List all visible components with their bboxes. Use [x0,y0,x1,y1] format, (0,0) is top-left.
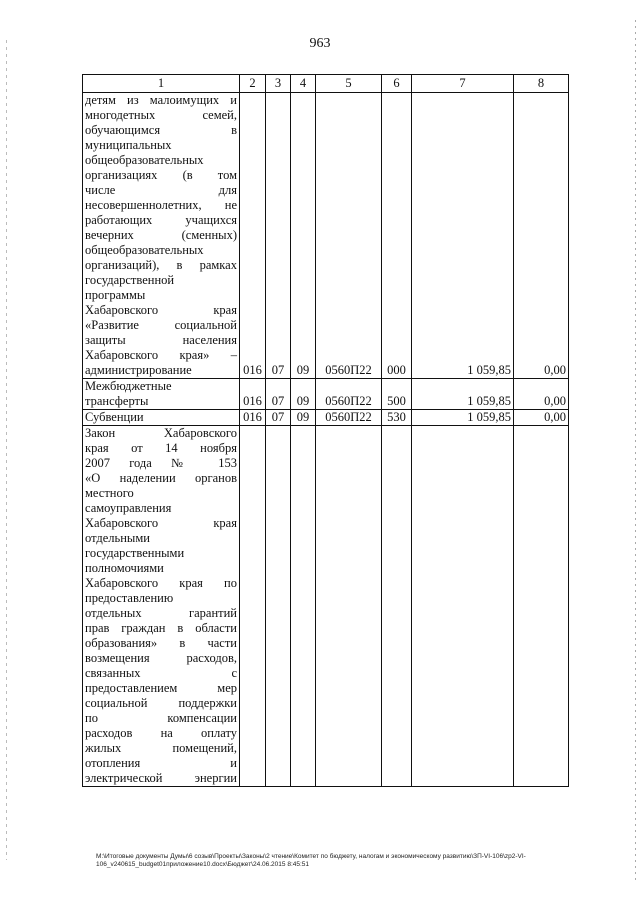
description-line: Субвенции [85,410,144,424]
amount-year-1: 1 059,85 [412,410,514,426]
amount-year-2 [514,426,569,787]
code-admin: 016 [240,410,266,426]
description-line: 2007 года № 153 [85,456,237,470]
description-line: программы [85,288,146,302]
description-line: полномочиями [85,561,164,575]
document-footer-path: M:\Итоговые документы Думы\6 созыв\Проекты\Законы\2 чтение\Комитет по бюджету, налогам и экономическому развитию\ЗП-VI-106\zp2-VI-106_v240615_budget01приложение10.docx\Бюджет\24.06.2015 8:45:51 [96,853,526,868]
description-line: Закон Хабаровского [85,426,237,440]
column-header: 8 [514,75,569,93]
amount-year-1: 1 059,85 [412,93,514,379]
code-expense-type: 530 [382,410,412,426]
code-section [266,426,291,787]
description-line: несовершеннолетних, не [85,198,237,212]
description-line: отопления и [85,756,237,770]
description-line: прав граждан в области [85,621,237,635]
amount-year-1 [412,426,514,787]
description-line: государственной [85,273,175,287]
description-line: общеобразовательных [85,153,204,167]
description-line: социальной поддержки [85,696,237,710]
code-target-article: 0560П22 [316,410,382,426]
row-description [83,426,240,787]
description-line: по компенсации [85,711,237,725]
code-admin: 016 [240,93,266,379]
description-line: отдельных гарантий [85,606,237,620]
table-header-row [83,75,569,93]
description-line: детям из малоимущих и [85,93,237,107]
amount-year-1: 1 059,85 [412,379,514,410]
column-header: 1 [83,75,240,93]
description-line: организаций), в рамках [85,258,237,272]
code-target-article: 0560П22 [316,379,382,410]
amount-year-2: 0,00 [514,410,569,426]
code-admin: 016 [240,379,266,410]
description-line: обучающимся в [85,123,237,137]
description-line: вечерних (сменных) [85,228,237,242]
description-line: Хабаровского края по [85,576,237,590]
code-section: 07 [266,379,291,410]
budget-table [82,74,569,787]
description-line: самоуправления [85,501,172,515]
amount-year-2: 0,00 [514,379,569,410]
code-expense-type: 500 [382,379,412,410]
column-header: 4 [291,75,316,93]
table-row [83,93,569,379]
description-line: образования» в части [85,636,237,650]
table-row [83,379,569,410]
code-section: 07 [266,410,291,426]
description-line: возмещения расходов, [85,651,237,665]
description-line: Хабаровского края [85,516,237,530]
description-line: отдельными [85,531,150,545]
description-line: «О наделении органов [85,471,237,485]
column-header: 7 [412,75,514,93]
description-line: Хабаровского края» – [85,348,237,362]
description-line: расходов на оплату [85,726,237,740]
description-line: предоставлению [85,591,174,605]
column-header: 2 [240,75,266,93]
description-line: жилых помещений, [85,741,237,755]
page-number: 963 [309,36,331,51]
description-line: предоставлением мер [85,681,237,695]
column-header: 3 [266,75,291,93]
table-row [83,426,569,787]
description-line: администрирование [85,363,192,377]
table-row [83,410,569,426]
description-line: общеобразовательных [85,243,204,257]
description-line: Хабаровского края [85,303,237,317]
code-expense-type: 000 [382,93,412,379]
code-section: 07 [266,93,291,379]
description-line: края от 14 ноября [85,441,237,455]
code-target-article [316,426,382,787]
row-description [83,410,240,426]
code-subsection: 09 [291,410,316,426]
code-target-article: 0560П22 [316,93,382,379]
description-line: «Развитие социальной [85,318,237,332]
description-line: местного [85,486,134,500]
column-header: 6 [382,75,412,93]
row-description [83,379,240,410]
description-line: числе для [85,183,237,197]
description-line: электрической энергии [85,771,237,785]
code-subsection: 09 [291,93,316,379]
description-line: трансферты [85,394,149,408]
description-line: защиты населения [85,333,237,347]
code-expense-type [382,426,412,787]
description-line: государственными [85,546,185,560]
description-line: многодетных семей, [85,108,237,122]
description-line: организациях (в том [85,168,237,182]
scan-edge-right [635,20,636,880]
column-header: 5 [316,75,382,93]
row-description [83,93,240,379]
description-line: муниципальных [85,138,172,152]
code-admin [240,426,266,787]
description-line: работающих учащихся [85,213,237,227]
amount-year-2: 0,00 [514,93,569,379]
scan-edge-left [6,40,7,860]
code-subsection: 09 [291,379,316,410]
code-subsection [291,426,316,787]
description-line: связанных с [85,666,237,680]
description-line: Межбюджетные [85,379,172,393]
